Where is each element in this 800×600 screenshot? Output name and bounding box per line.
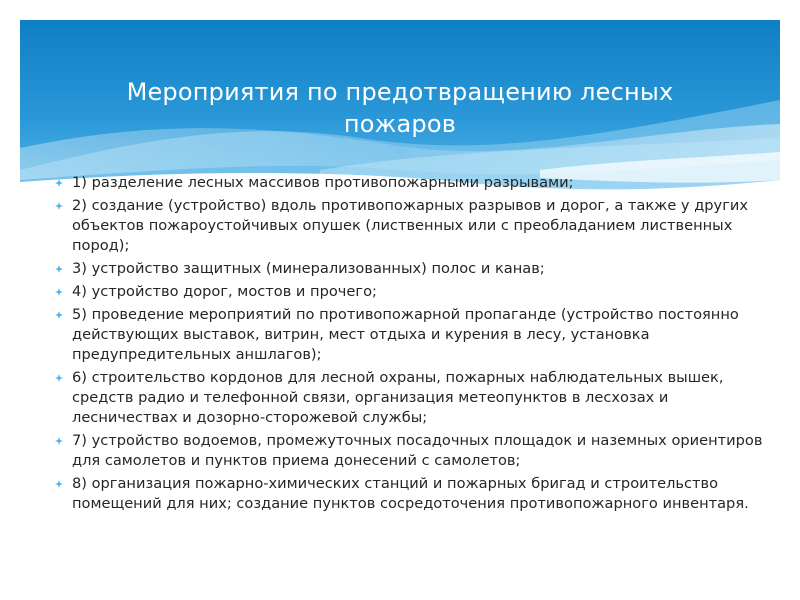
slide-title xyxy=(20,76,780,140)
list-item-text: 7) устройство водоемов, промежуточных посадочных площадок и наземных ориентиров для самолетов и пунктов приема донесений с самолетов; xyxy=(72,432,763,469)
slide-title-line-2: пожаров xyxy=(343,110,457,138)
list-item-text: 3) устройство защитных (минерализованных) полос и канав; xyxy=(72,260,545,277)
star-bullet-icon xyxy=(55,265,63,273)
star-bullet-icon xyxy=(55,311,63,319)
bullet-list xyxy=(52,173,768,517)
list-item xyxy=(52,282,768,302)
star-bullet-icon xyxy=(55,437,63,445)
star-bullet-icon xyxy=(55,202,63,210)
list-item-text: 1) разделение лесных массивов противопожарными разрывами; xyxy=(72,174,574,191)
list-item xyxy=(52,259,768,279)
list-item xyxy=(52,173,768,193)
list-item xyxy=(52,474,768,514)
star-bullet-icon xyxy=(55,288,63,296)
list-item-text: 4) устройство дорог, мостов и прочего; xyxy=(72,283,377,300)
list-item xyxy=(52,196,768,256)
list-item-text: 6) строительство кордонов для лесной охраны, пожарных наблюдательных вышек, средств радио и телефонной связи, организация метеопунктов в лесхозах и лесничествах и дозорно-сторожевой службы; xyxy=(72,369,724,426)
list-item-text: 2) создание (устройство) вдоль противопожарных разрывов и дорог, а также у других объектов пожароустойчивых опушек (лиственных или с преобладанием лиственных пород); xyxy=(72,197,748,254)
list-item xyxy=(52,368,768,428)
list-item-text: 5) проведение мероприятий по противопожарной пропаганде (устройство постоянно действующих выставок, витрин, мест отдыха и курения в лесу, установка предупредительных аншлагов); xyxy=(72,306,739,363)
list-item xyxy=(52,305,768,365)
list-item-text: 8) организация пожарно-химических станций и пожарных бригад и строительство помещений для них; создание пунктов сосредоточения противопожарного инвентаря. xyxy=(72,475,749,512)
star-bullet-icon xyxy=(55,374,63,382)
star-bullet-icon xyxy=(55,480,63,488)
list-item xyxy=(52,431,768,471)
slide-title-line-1: Мероприятия по предотвращению лесных xyxy=(126,78,674,106)
star-bullet-icon xyxy=(55,179,63,187)
